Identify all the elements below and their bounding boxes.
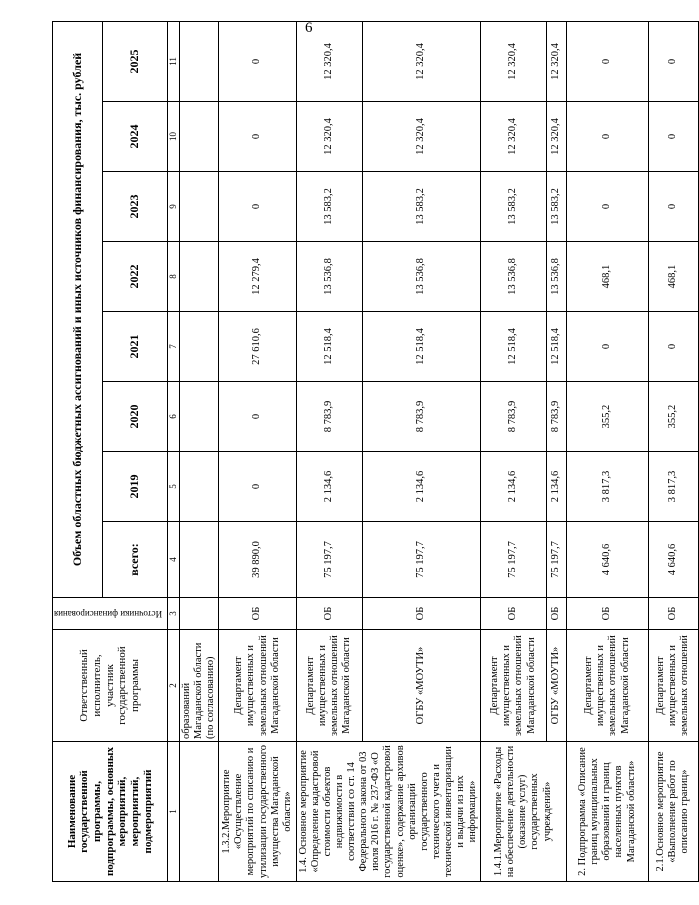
column-number: 9	[167, 172, 179, 242]
header-total: всего:	[103, 522, 168, 598]
cell-value: 12 320,4	[362, 21, 480, 101]
cell-value: 2 134,6	[362, 452, 480, 522]
cell-source: ОБ	[546, 598, 566, 630]
cell-value: 8 783,9	[362, 382, 480, 452]
cell-value: 0	[566, 102, 648, 172]
cell-source: ОБ	[362, 598, 480, 630]
cell-value: 13 583,2	[362, 172, 480, 242]
cell-value: 0	[219, 172, 297, 242]
cell-value: 468,1	[566, 242, 648, 312]
cell-value: 0	[219, 452, 297, 522]
cell-value: 0	[566, 172, 648, 242]
column-number: 7	[167, 312, 179, 382]
cell-responsible: Департамент имущественных и земельных отношений Магаданской области	[566, 630, 648, 742]
column-number: 11	[167, 21, 179, 101]
cell-value: 12 320,4	[362, 102, 480, 172]
cell-value: 12 320,4	[480, 102, 546, 172]
cell-value: 12 518,4	[546, 312, 566, 382]
cell-empty	[179, 242, 218, 312]
cell-value: 0	[219, 21, 297, 101]
cell-value: 355,2	[648, 382, 698, 452]
cell-value: 75 197,7	[480, 522, 546, 598]
cell-source: ОБ	[480, 598, 546, 630]
column-number: 2	[167, 630, 179, 742]
cell-value: 0	[648, 102, 698, 172]
cell-value: 0	[648, 312, 698, 382]
page-number: 6	[305, 20, 313, 36]
cell-value: 12 320,4	[297, 21, 363, 101]
cell-value: 12 320,4	[297, 102, 363, 172]
cell-empty	[179, 102, 218, 172]
cell-value: 8 783,9	[546, 382, 566, 452]
cell-responsible: Департамент имущественных и земельных отношений Магаданской области	[297, 630, 363, 742]
cell-value: 13 583,2	[480, 172, 546, 242]
cell-value: 355,2	[566, 382, 648, 452]
cell-responsible: Департамент имущественных и земельных отношений	[648, 630, 698, 742]
cell-empty	[179, 742, 218, 882]
cell-value: 12 320,4	[480, 21, 546, 101]
cell-value: 12 518,4	[480, 312, 546, 382]
cell-value: 75 197,7	[297, 522, 363, 598]
cell-value: 12 320,4	[546, 102, 566, 172]
cell-source: ОБ	[566, 598, 648, 630]
column-number: 1	[167, 742, 179, 882]
cell-empty	[179, 312, 218, 382]
cell-value: 0	[566, 312, 648, 382]
cell-value: 13 536,8	[297, 242, 363, 312]
cell-responsible: образований Магаданской области (по согласованию)	[179, 630, 218, 742]
cell-value: 2 134,6	[297, 452, 363, 522]
cell-empty	[179, 21, 218, 101]
cell-value: 3 817,3	[648, 452, 698, 522]
header-source-label: Источники финансирования	[54, 608, 163, 619]
cell-value: 3 817,3	[566, 452, 648, 522]
cell-source: ОБ	[219, 598, 297, 630]
cell-value: 13 536,8	[362, 242, 480, 312]
header-responsible: Ответственный исполнитель, участник государственной программы	[53, 630, 168, 742]
header-year: 2021	[103, 312, 168, 382]
header-year: 2024	[103, 102, 168, 172]
cell-value: 27 610,6	[219, 312, 297, 382]
cell-name: 2. Подпрограмма «Описание границ муниципальных образований и границ населенных пунктов Магаданской области»	[566, 742, 648, 882]
cell-value: 12 279,4	[219, 242, 297, 312]
cell-value: 0	[219, 382, 297, 452]
column-number: 10	[167, 102, 179, 172]
header-year: 2022	[103, 242, 168, 312]
cell-name: 1.3.2.Мероприятие «Осуществление мероприятий по списанию и утилизации государственного имущества Магаданской области»	[219, 742, 297, 882]
cell-value: 4 640,6	[648, 522, 698, 598]
cell-value: 2 134,6	[546, 452, 566, 522]
cell-value: 0	[648, 21, 698, 101]
header-source	[53, 598, 168, 630]
cell-value: 2 134,6	[480, 452, 546, 522]
cell-value: 0	[648, 172, 698, 242]
cell-value: 75 197,7	[546, 522, 566, 598]
cell-empty	[179, 382, 218, 452]
header-name: Наименование государственной программы, подпрограммы, основных мероприятий, мероприятий, подмероприятий	[53, 742, 168, 882]
table-row	[480, 21, 546, 881]
column-number: 3	[167, 598, 179, 630]
cell-value: 8 783,9	[480, 382, 546, 452]
cell-value: 0	[219, 102, 297, 172]
header-year: 2019	[103, 452, 168, 522]
cell-value: 13 536,8	[480, 242, 546, 312]
cell-responsible: ОГБУ «МОУТИ»	[546, 630, 566, 742]
cell-value: 39 890,0	[219, 522, 297, 598]
cell-empty	[179, 522, 218, 598]
column-number: 6	[167, 382, 179, 452]
cell-empty	[179, 598, 218, 630]
table-row	[219, 21, 297, 881]
cell-name: 1.4.1.Мероприятие «Расходы на обеспечение деятельности (оказание услуг) государственных учреждений»	[480, 742, 566, 882]
cell-name: 1.4. Основное мероприятие «Определение кадастровой стоимости объектов недвижимости в соответствии со ст. 14 Федерального закона от 03 июля 2016 г. № 237-ФЗ «О государственной кадастровой оценке», содержание архивов организаций государственного технического учета и технической инвентаризации и выдачи из них информации»	[297, 742, 481, 882]
cell-value: 12 518,4	[297, 312, 363, 382]
cell-source: ОБ	[297, 598, 363, 630]
financing-table	[52, 21, 699, 882]
rotated-table-container	[52, 22, 691, 882]
cell-value: 12 320,4	[546, 21, 566, 101]
cell-empty	[179, 172, 218, 242]
cell-source: ОБ	[648, 598, 698, 630]
cell-value: 75 197,7	[362, 522, 480, 598]
header-financing: Объем областных бюджетных ассигнований и иных источников финансирования, тыс. рублей	[53, 21, 103, 597]
cell-value: 12 518,4	[362, 312, 480, 382]
table-row	[566, 21, 648, 881]
cell-value: 13 583,2	[297, 172, 363, 242]
cell-responsible: ОГБУ «МОУТИ»	[362, 630, 480, 742]
cell-value: 8 783,9	[297, 382, 363, 452]
column-number: 8	[167, 242, 179, 312]
cell-responsible: Департамент имущественных и земельных отношений Магаданской области	[219, 630, 297, 742]
table-row	[648, 21, 698, 881]
column-number: 4	[167, 522, 179, 598]
column-number: 5	[167, 452, 179, 522]
cell-value: 0	[566, 21, 648, 101]
cell-value: 4 640,6	[566, 522, 648, 598]
header-year: 2023	[103, 172, 168, 242]
header-year: 2025	[103, 21, 168, 101]
header-year: 2020	[103, 382, 168, 452]
cell-name: 2.1.Основное мероприятие «Выполнение работ по описанию границ»	[648, 742, 698, 882]
table-row	[179, 21, 218, 881]
cell-value: 13 583,2	[546, 172, 566, 242]
cell-empty	[179, 452, 218, 522]
cell-responsible: Департамент имущественных и земельных отношений Магаданской области	[480, 630, 546, 742]
cell-value: 13 536,8	[546, 242, 566, 312]
cell-value: 468,1	[648, 242, 698, 312]
table-row	[297, 21, 363, 881]
